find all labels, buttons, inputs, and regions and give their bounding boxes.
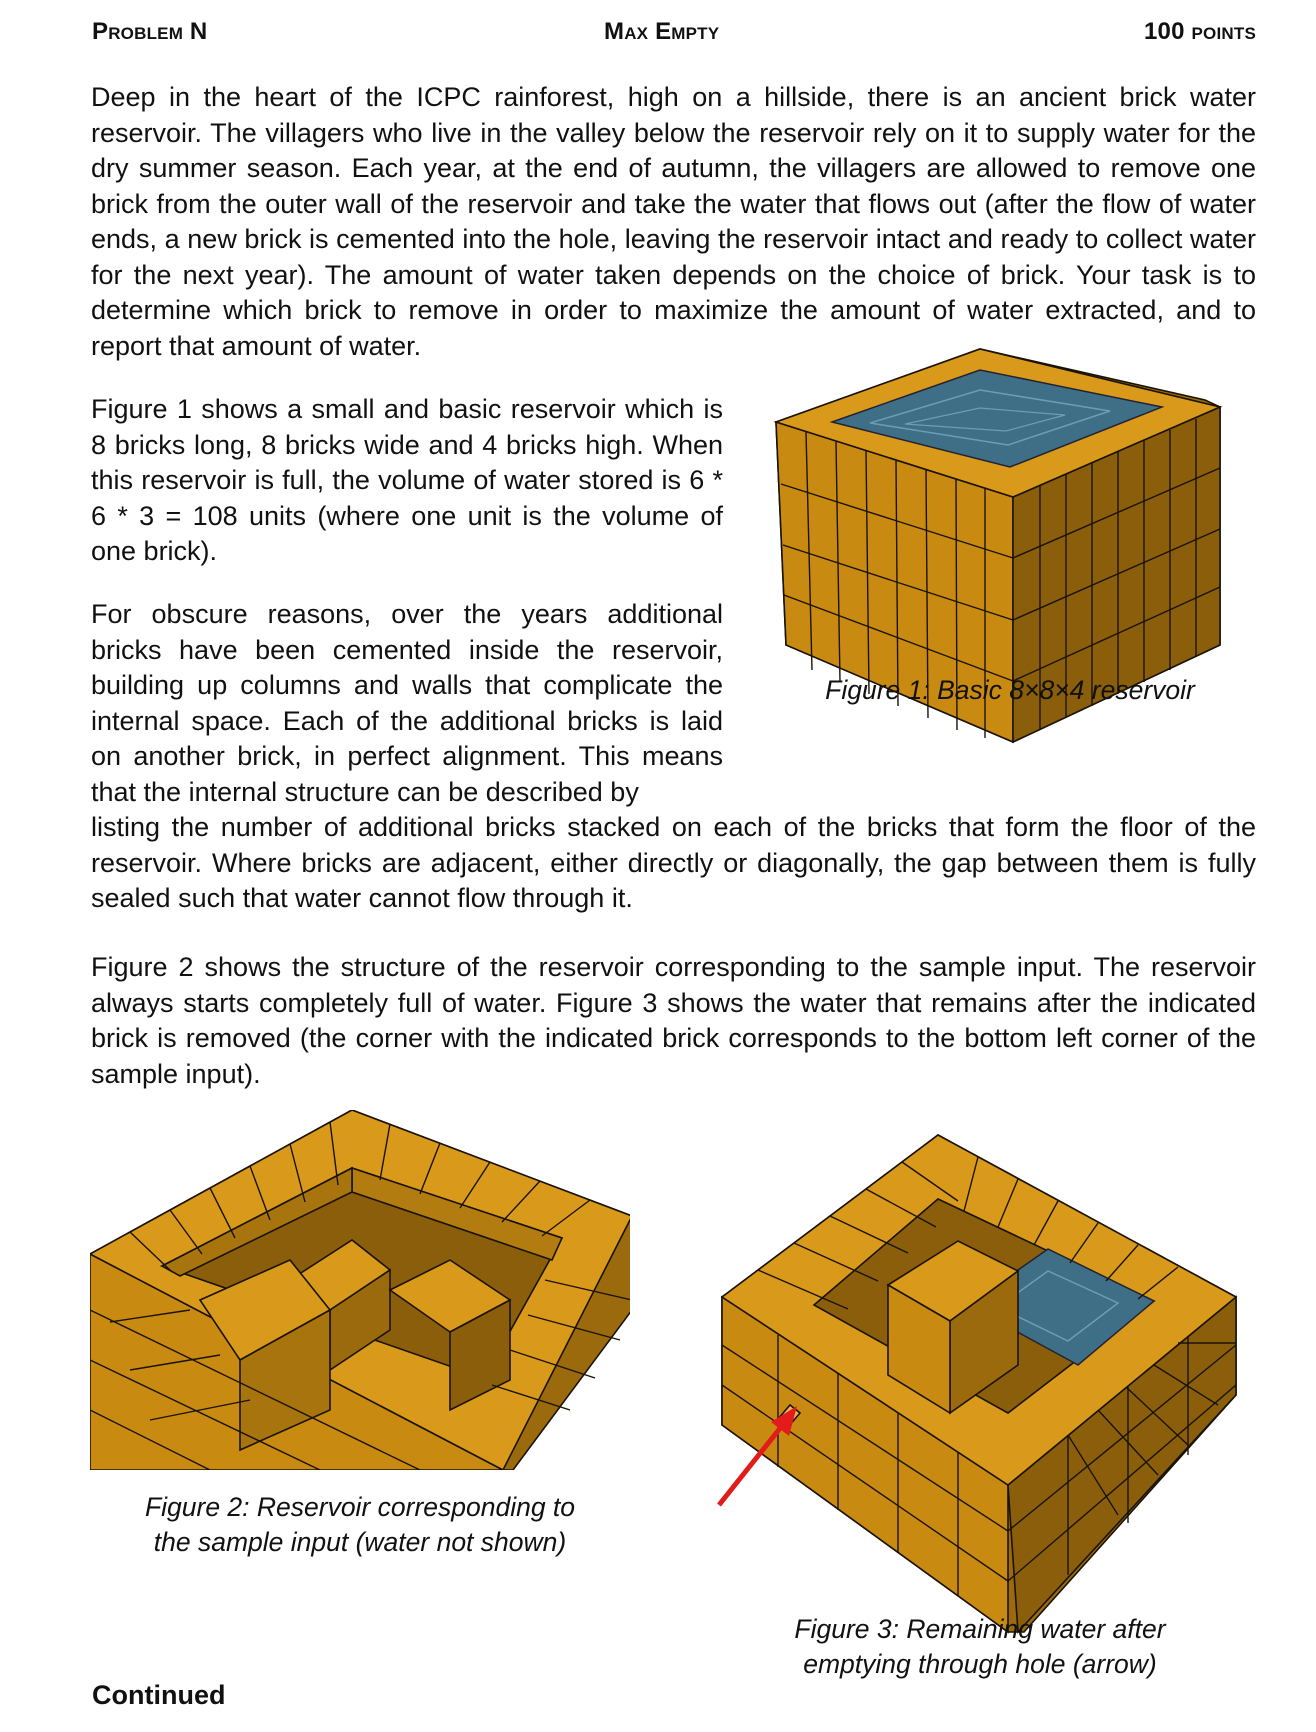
problem-label: Problem N bbox=[92, 18, 208, 45]
figure3-caption-line1: Figure 3: Remaining water after bbox=[794, 1614, 1166, 1644]
figure1-caption: Figure 1: Basic 8×8×4 reservoir bbox=[825, 675, 1195, 705]
figure2-caption-line2: the sample input (water not shown) bbox=[153, 1527, 567, 1557]
red-arrow-pointer bbox=[715, 1400, 805, 1510]
figure1-description: Figure 1 shows a small and basic reservoir which is 8 bricks long, 8 bricks wide and 4 bricks high. When this reservoir is full, the volume of water stored is 6 * 6 * 3 = 108 units (where one unit is the volume of one brick). bbox=[91, 394, 723, 566]
figure2-caption-line1: Figure 2: Reservoir corresponding to bbox=[144, 1492, 576, 1522]
obscure-paragraph-part1: For obscure reasons, over the years additional bricks have been cemented inside the reservoir, building up columns and walls that complicate the internal space. Each of the additional bricks is laid on another brick, in perfect alignment. This means that the internal structure can be described by bbox=[91, 599, 723, 807]
figure2-reservoir-image bbox=[90, 1110, 630, 1470]
figure3-reservoir-image bbox=[718, 1095, 1263, 1640]
problem-title: Max Empty bbox=[604, 18, 720, 45]
obscure-paragraph-part2: listing the number of additional bricks stacked on each of the bricks that form the floor of the reservoir. Where bricks are adjacent, either directly or diagonally, the gap between them is fully sealed such that water cannot flow through it. bbox=[91, 812, 1256, 913]
figure2-description: Figure 2 shows the structure of the reservoir corresponding to the sample input. The reservoir always starts completely full of water. Figure 3 shows the water that remains after the indicated brick is removed (the corner with the indicated brick corresponds to the bottom left corner of the sample input). bbox=[91, 952, 1256, 1089]
points-label: 100 points bbox=[1144, 18, 1256, 45]
intro-paragraph: Deep in the heart of the ICPC rainforest, high on a hillside, there is an ancient brick water reservoir. The villagers who live in the valley below the reservoir rely on it to supply water for the dry summer season. Each year, at the end of autumn, the villagers are allowed to remove one brick from the outer wall of the reservoir and take the water that flows out (after the flow of water ends, a new brick is cemented into the hole, leaving the reservoir intact and ready to collect water for the next year). The amount of water taken depends on the choice of brick. Your task is to determine which brick to remove in order to maximize the amount of water extracted, and to report that amount of water. bbox=[91, 82, 1256, 361]
continued-label: Continued bbox=[92, 1680, 226, 1710]
figure3-caption-line2: emptying through hole (arrow) bbox=[803, 1649, 1157, 1679]
